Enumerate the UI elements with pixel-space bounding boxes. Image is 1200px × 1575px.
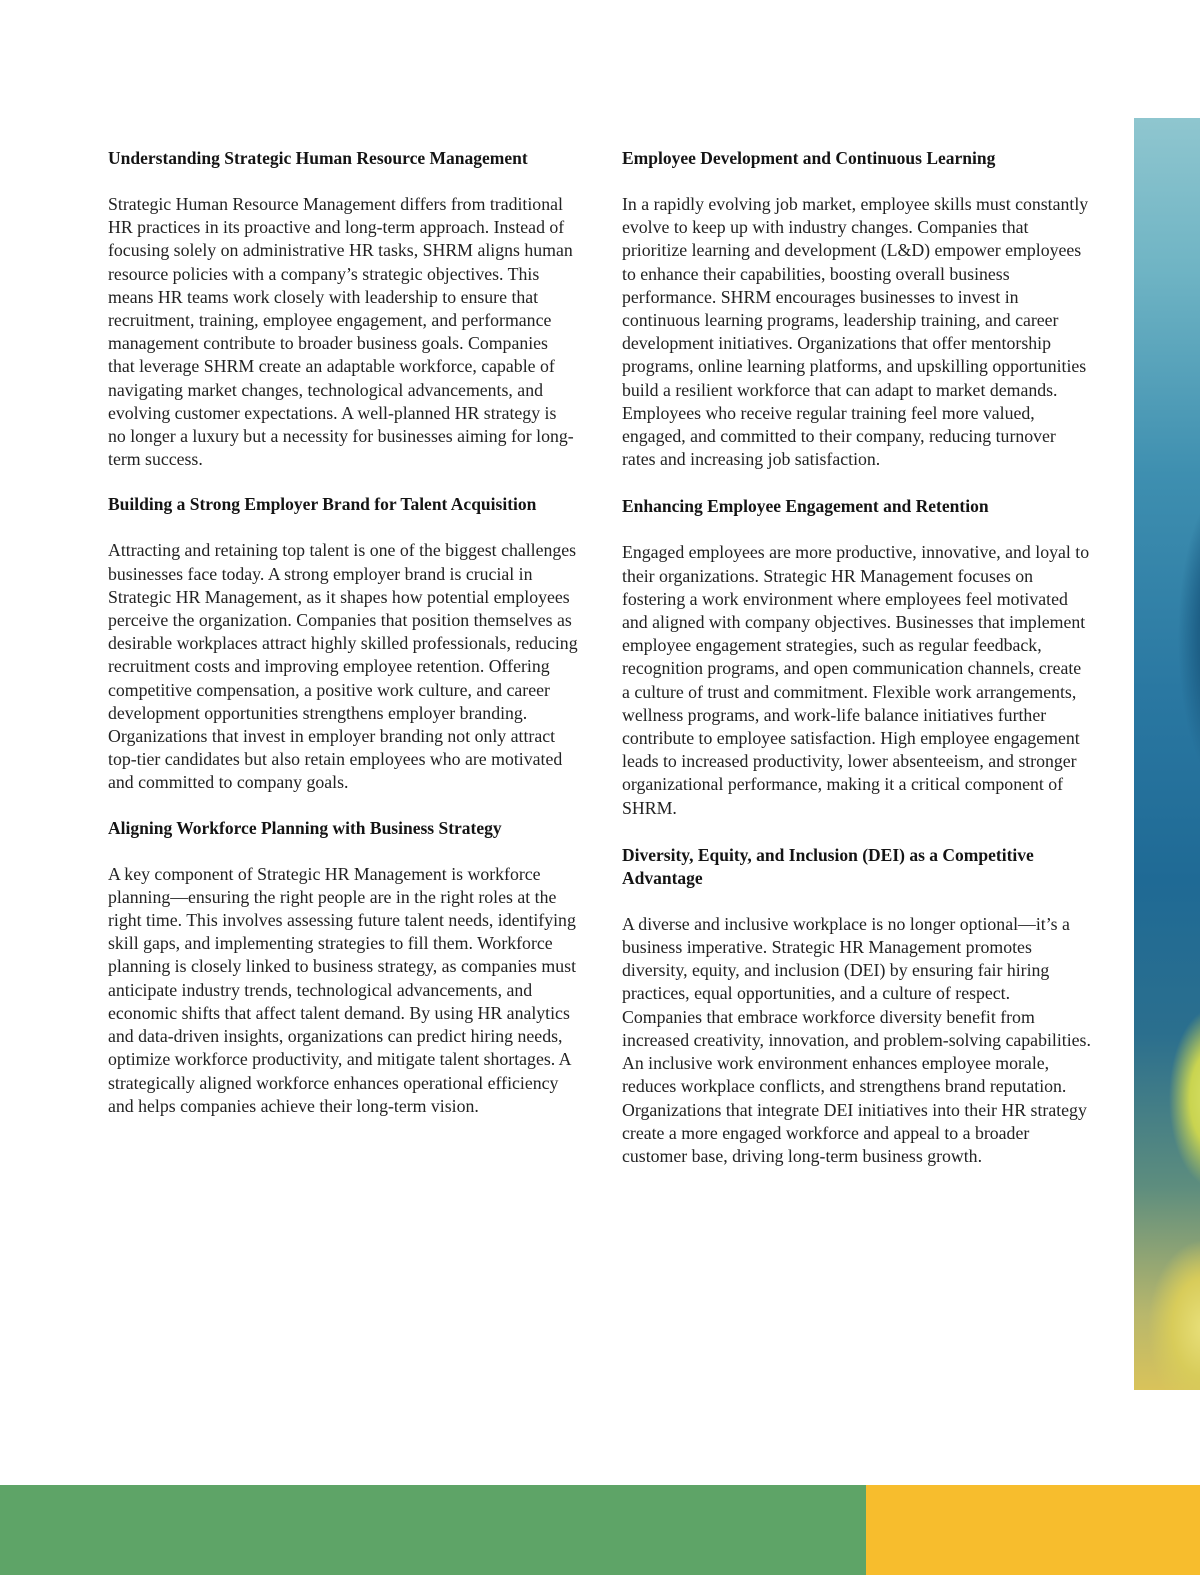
section-employee-engagement bbox=[622, 495, 1092, 819]
decorative-side-photo bbox=[1134, 118, 1200, 1390]
section-body: Strategic Human Resource Management differs from traditional HR practices in its proactive and long-term approach. Instead of focusing solely on administrative HR tasks, SHRM aligns human resource policies with a company’s strategic objectives. This means HR teams work closely with leadership to ensure that recruitment, training, employee engagement, and performance management contribute to broader business goals. Companies that leverage SHRM create an adaptable workforce, capable of navigating market changes, technological advancements, and evolving customer expectations. A well-planned HR strategy is no longer a luxury but a necessity for businesses aiming for long-term success. bbox=[108, 194, 574, 470]
section-body: A key component of Strategic HR Management is workforce planning—ensuring the right people are in the right roles at the right time. This involves assessing future talent needs, identifying skill gaps, and implementing strategies to fill them. Workforce planning is closely linked to business strategy, as companies must anticipate industry trends, technological advancements, and economic shifts that affect talent demand. By using HR analytics and data-driven insights, organizations can predict hiring needs, optimize workforce productivity, and mitigate talent shortages. A strategically aligned workforce enhances operational efficiency and helps companies achieve their long-term vision. bbox=[108, 863, 577, 1116]
section-workforce-planning bbox=[108, 817, 578, 1118]
section-heading: Employee Development and Continuous Learning bbox=[622, 148, 996, 168]
section-body: Engaged employees are more productive, innovative, and loyal to their organizations. Strategic HR Management focuses on fostering a work environment where employees feel motivated and aligned with company objectives. Businesses that implement employee engagement strategies, such as regular feedback, recognition programs, and open communication channels, create a culture of trust and commitment. Flexible work arrangements, wellness programs, and work-life balance initiatives further contribute to employee satisfaction. High employee engagement leads to increased productivity, lower absenteeism, and stronger organizational performance, making it a critical component of SHRM. bbox=[622, 542, 1090, 818]
section-heading: Building a Strong Employer Brand for Talent Acquisition bbox=[108, 494, 537, 515]
section-body: A diverse and inclusive workplace is no longer optional—it’s a business imperative. Strategic HR Management promotes diversity, equity, and inclusion (DEI) by ensuring fair hiring practices, equal opportunities, and a culture of respect. Companies that embrace workforce diversity benefit from increased creativity, innovation, and problem-solving capabilities. An inclusive work environment enhances employee morale, reduces workplace conflicts, and strengthens brand reputation. Organizations that integrate DEI initiatives into their HR strategy create a more engaged workforce and appeal to a broader customer base, driving long-term business growth. bbox=[622, 913, 1091, 1166]
footer-green-band bbox=[0, 1485, 866, 1575]
right-column bbox=[622, 147, 1092, 1192]
section-shrm-overview bbox=[108, 147, 578, 471]
section-body: Attracting and retaining top talent is one of the biggest challenges businesses face today. A strong employer brand is crucial in Strategic HR Management, as it shapes how potential employees perceive the organization. Companies that position themselves as desirable workplaces attract highly skilled professionals, reducing recruitment costs and improving employee retention. Offering competitive compensation, a positive work culture, and career development opportunities strengthens employer branding. Organizations that invest in employer branding not only attract top-tier candidates but also retain employees who are motivated and committed to company goals. bbox=[108, 540, 578, 793]
left-column bbox=[108, 147, 578, 1140]
section-heading: Diversity, Equity, and Inclusion (DEI) as a Competitive Advantage bbox=[622, 844, 1034, 888]
section-body: In a rapidly evolving job market, employee skills must constantly evolve to keep up with industry changes. Companies that prioritize learning and development (L&D) empower employees to enhance their capabilities, boosting overall business performance. SHRM encourages businesses to invest in continuous learning programs, leadership training, and career development initiatives. Organizations that offer mentorship programs, online learning platforms, and upskilling opportunities build a resilient workforce that can adapt to market demands. Employees who receive regular training feel more valued, engaged, and committed to their company, reducing turnover rates and increasing job satisfaction. bbox=[622, 194, 1089, 470]
footer-gold-band bbox=[866, 1485, 1200, 1575]
section-heading: Aligning Workforce Planning with Business Strategy bbox=[108, 817, 502, 838]
section-employee-development bbox=[622, 147, 1092, 471]
section-heading: Enhancing Employee Engagement and Retention bbox=[622, 496, 989, 517]
section-dei bbox=[622, 844, 1092, 1168]
section-heading: Understanding Strategic Human Resource Management bbox=[108, 148, 528, 168]
section-employer-brand bbox=[108, 493, 578, 794]
